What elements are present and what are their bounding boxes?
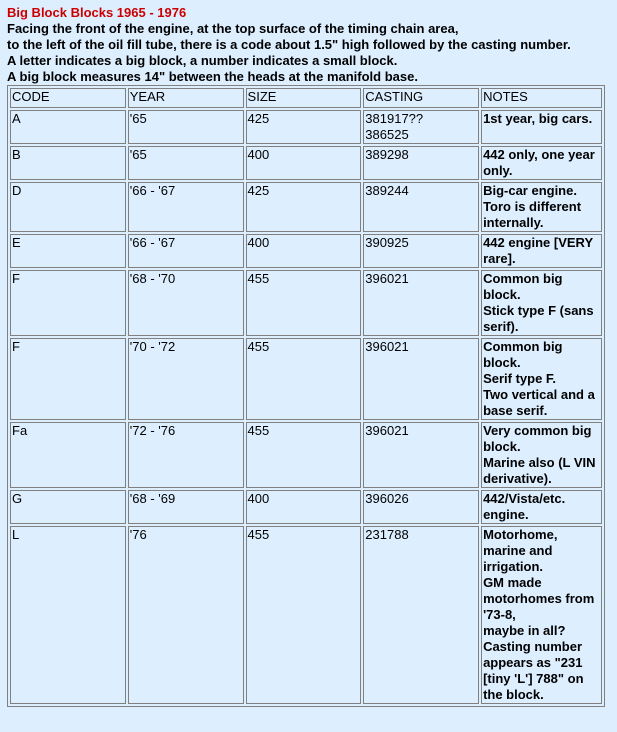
cell-code: Fa xyxy=(10,422,126,488)
cell-casting: 396021 xyxy=(363,338,479,420)
engine-blocks-table xyxy=(7,85,605,707)
table-row xyxy=(10,338,602,420)
cell-code: B xyxy=(10,146,126,180)
column-header-notes: NOTES xyxy=(481,88,602,108)
cell-year: '68 - '69 xyxy=(128,490,244,524)
cell-notes xyxy=(481,526,602,704)
cell-size: 400 xyxy=(246,146,362,180)
table-header-row xyxy=(10,88,602,108)
intro-line: Facing the front of the engine, at the top surface of the timing chain area, xyxy=(7,21,459,36)
cell-notes xyxy=(481,490,602,524)
cell-casting: 396021 xyxy=(363,270,479,336)
cell-year: '72 - '76 xyxy=(128,422,244,488)
cell-size: 400 xyxy=(246,490,362,524)
notes-line: Casting number appears as "231 [tiny 'L'] 788" on the block. xyxy=(483,639,584,702)
notes-line: GM made motorhomes from '73-8, xyxy=(483,575,595,622)
cell-casting: 390925 xyxy=(363,234,479,268)
notes-line: Toro is different internally. xyxy=(483,199,582,230)
cell-code: D xyxy=(10,182,126,232)
intro-line: A letter indicates a big block, a number indicates a small block. xyxy=(7,53,398,68)
cell-casting: 396021 xyxy=(363,422,479,488)
cell-size: 400 xyxy=(246,234,362,268)
cell-size: 425 xyxy=(246,110,362,144)
cell-year: '70 - '72 xyxy=(128,338,244,420)
cell-casting: 389244 xyxy=(363,182,479,232)
intro-text xyxy=(7,21,609,85)
cell-code: F xyxy=(10,338,126,420)
cell-year: '66 - '67 xyxy=(128,234,244,268)
cell-notes xyxy=(481,422,602,488)
cell-casting: 396026 xyxy=(363,490,479,524)
table-row xyxy=(10,110,602,144)
cell-size: 425 xyxy=(246,182,362,232)
cell-year: '65 xyxy=(128,146,244,180)
cell-code: F xyxy=(10,270,126,336)
table-row xyxy=(10,182,602,232)
cell-year: '65 xyxy=(128,110,244,144)
cell-casting: 389298 xyxy=(363,146,479,180)
notes-line: Common big block. xyxy=(483,339,563,370)
table-row xyxy=(10,146,602,180)
column-header-casting: CASTING xyxy=(363,88,479,108)
notes-line: Serif type F. xyxy=(483,371,557,386)
cell-size: 455 xyxy=(246,270,362,336)
notes-line: 442 engine [VERY rare]. xyxy=(483,235,593,266)
notes-line: Common big block. xyxy=(483,271,563,302)
column-header-year: YEAR xyxy=(128,88,244,108)
cell-notes xyxy=(481,270,602,336)
cell-size: 455 xyxy=(246,338,362,420)
cell-notes xyxy=(481,182,602,232)
cell-size: 455 xyxy=(246,526,362,704)
column-header-code: CODE xyxy=(10,88,126,108)
intro-line: A big block measures 14" between the heads at the manifold base. xyxy=(7,69,418,84)
cell-notes xyxy=(481,338,602,420)
cell-year: '66 - '67 xyxy=(128,182,244,232)
notes-line: Motorhome, marine and irrigation. xyxy=(483,527,558,574)
cell-year: '68 - '70 xyxy=(128,270,244,336)
cell-casting: 231788 xyxy=(363,526,479,704)
intro-line: to the left of the oil fill tube, there is a code about 1.5" high followed by the casting number. xyxy=(7,37,571,52)
table-body xyxy=(10,110,602,704)
table-row xyxy=(10,422,602,488)
cell-notes xyxy=(481,146,602,180)
notes-line: Two vertical and a base serif. xyxy=(483,387,595,418)
cell-code: G xyxy=(10,490,126,524)
page-content xyxy=(7,4,609,707)
notes-line: 1st year, big cars. xyxy=(483,111,593,126)
cell-code: A xyxy=(10,110,126,144)
cell-code: L xyxy=(10,526,126,704)
notes-line: maybe in all? xyxy=(483,623,566,638)
notes-line: Very common big block. xyxy=(483,423,592,454)
cell-size: 455 xyxy=(246,422,362,488)
notes-line: Big-car engine. xyxy=(483,183,577,198)
cell-notes xyxy=(481,234,602,268)
notes-line: 442 only, one year only. xyxy=(483,147,595,178)
cell-code: E xyxy=(10,234,126,268)
cell-year: '76 xyxy=(128,526,244,704)
cell-notes xyxy=(481,110,602,144)
table-row xyxy=(10,526,602,704)
cell-casting: 381917?? 386525 xyxy=(363,110,479,144)
column-header-size: SIZE xyxy=(246,88,362,108)
notes-line: Marine also (L VIN derivative). xyxy=(483,455,596,486)
table-row xyxy=(10,490,602,524)
notes-line: Stick type F (sans serif). xyxy=(483,303,594,334)
table-row xyxy=(10,234,602,268)
page-title: Big Block Blocks 1965 - 1976 xyxy=(7,5,187,20)
table-row xyxy=(10,270,602,336)
notes-line: 442/Vista/etc. engine. xyxy=(483,491,566,522)
